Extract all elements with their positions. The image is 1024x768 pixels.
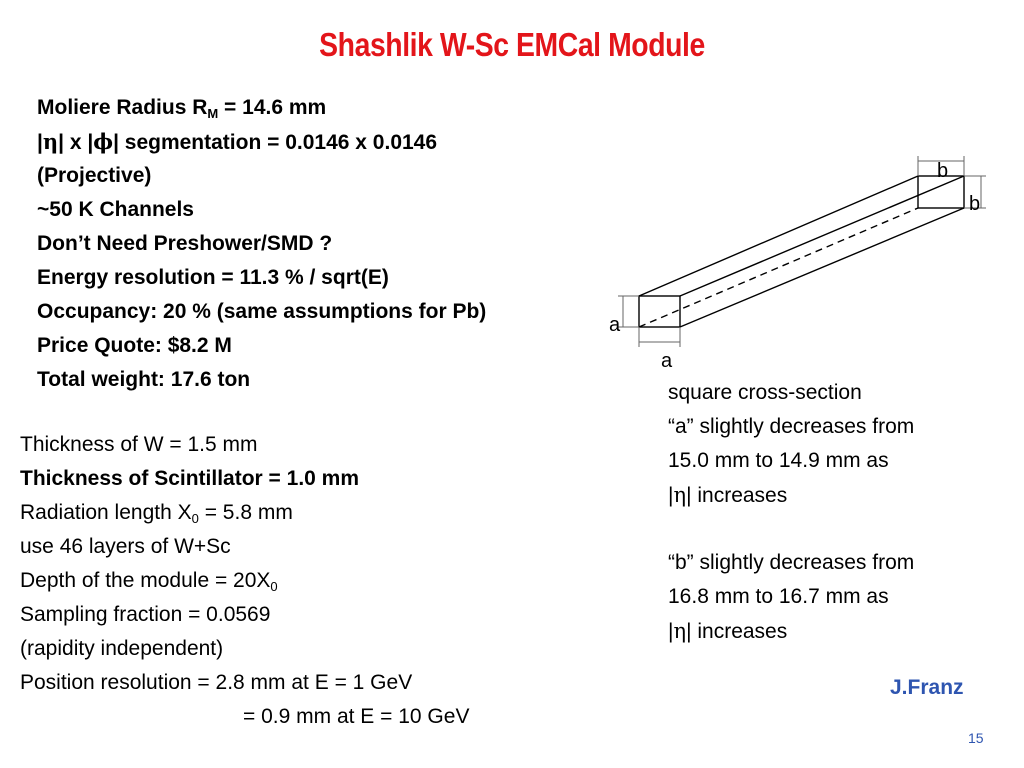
position-resolution-line-2: = 0.9 mm at E = 10 GeV: [243, 705, 470, 728]
radiation-length-line: [20, 496, 469, 530]
note-a-eta: [668, 478, 914, 512]
note-a-range: 15.0 mm to 14.9 mm as: [668, 449, 889, 472]
weight-line: Total weight: 17.6 ton: [37, 368, 251, 391]
seg-separator: | x |: [58, 131, 94, 154]
rapidity-line: (rapidity independent): [20, 637, 224, 660]
moliere-subscript: M: [207, 105, 219, 121]
page-number: 15: [968, 730, 984, 746]
label-b-top: b: [937, 160, 949, 182]
position-resolution-line: Position resolution = 2.8 mm at E = 1 GeV: [20, 671, 413, 694]
moliere-value: = 14.6 mm: [218, 96, 327, 119]
occupancy-line: Occupancy: 20 % (same assumptions for Pb): [37, 300, 487, 323]
module-parameters: [20, 428, 469, 734]
channels-line: ~50 K Channels: [37, 198, 194, 221]
sc-thickness-line: Thickness of Scintillator = 1.0 mm: [20, 467, 360, 490]
eta-increases: | increases: [686, 620, 788, 643]
depth-label: Depth of the module = 20X: [20, 569, 271, 592]
depth-subscript: 0: [270, 578, 278, 594]
w-thickness-line: Thickness of W = 1.5 mm: [20, 433, 258, 456]
preshower-line: Don’t Need Preshower/SMD ?: [37, 232, 333, 255]
note-b-eta: [668, 614, 914, 648]
depth-line: [20, 564, 469, 598]
energy-resolution-line: Energy resolution = 11.3 % / sqrt(E): [37, 266, 389, 289]
eta-symbol: η: [673, 483, 687, 507]
sampling-line: Sampling fraction = 0.0569: [20, 603, 271, 626]
layers-line: use 46 layers of W+Sc: [20, 535, 231, 558]
phi-symbol: ϕ: [93, 129, 114, 154]
dimension-notes: [668, 376, 914, 648]
rad-value: = 5.8 mm: [198, 501, 293, 524]
eta-bar: |: [668, 620, 674, 643]
author-name: J.Franz: [890, 676, 964, 699]
slide-title: Shashlik W-Sc EMCal Module: [319, 26, 705, 63]
price-line: Price Quote: $8.2 M: [37, 334, 232, 357]
label-a-side: a: [609, 314, 621, 336]
module-outline: [639, 176, 964, 327]
note-square: square cross-section: [668, 381, 862, 404]
notes-spacer: [668, 512, 914, 546]
edge-top-right: [680, 176, 964, 296]
seg-text: | segmentation = 0.0146 x 0.0146: [113, 131, 438, 154]
eta-symbol: η: [673, 619, 687, 643]
moliere-radius-line: [37, 91, 486, 125]
segmentation-line: [37, 125, 486, 159]
eta-increases: | increases: [686, 484, 788, 507]
label-b-side: b: [969, 193, 981, 215]
hidden-edge: [639, 208, 918, 327]
rad-subscript: 0: [191, 510, 199, 526]
edge-bottom-right: [680, 208, 964, 327]
label-a-bottom: a: [661, 350, 673, 372]
rad-label: Radiation length X: [20, 501, 192, 524]
module-specs: [37, 91, 486, 397]
moliere-label: Moliere Radius R: [37, 96, 208, 119]
edge-top-left: [639, 176, 918, 296]
note-a-decrease: “a” slightly decreases from: [668, 415, 915, 438]
eta-bar: |: [668, 484, 674, 507]
note-b-range: 16.8 mm to 16.7 mm as: [668, 585, 889, 608]
note-b-decrease: “b” slightly decreases from: [668, 551, 915, 574]
projective-line: (Projective): [37, 164, 152, 187]
seg-bar: |: [37, 131, 43, 154]
dimension-lines: [618, 156, 986, 347]
module-diagram: [600, 150, 1000, 372]
eta-symbol: η: [42, 129, 59, 154]
